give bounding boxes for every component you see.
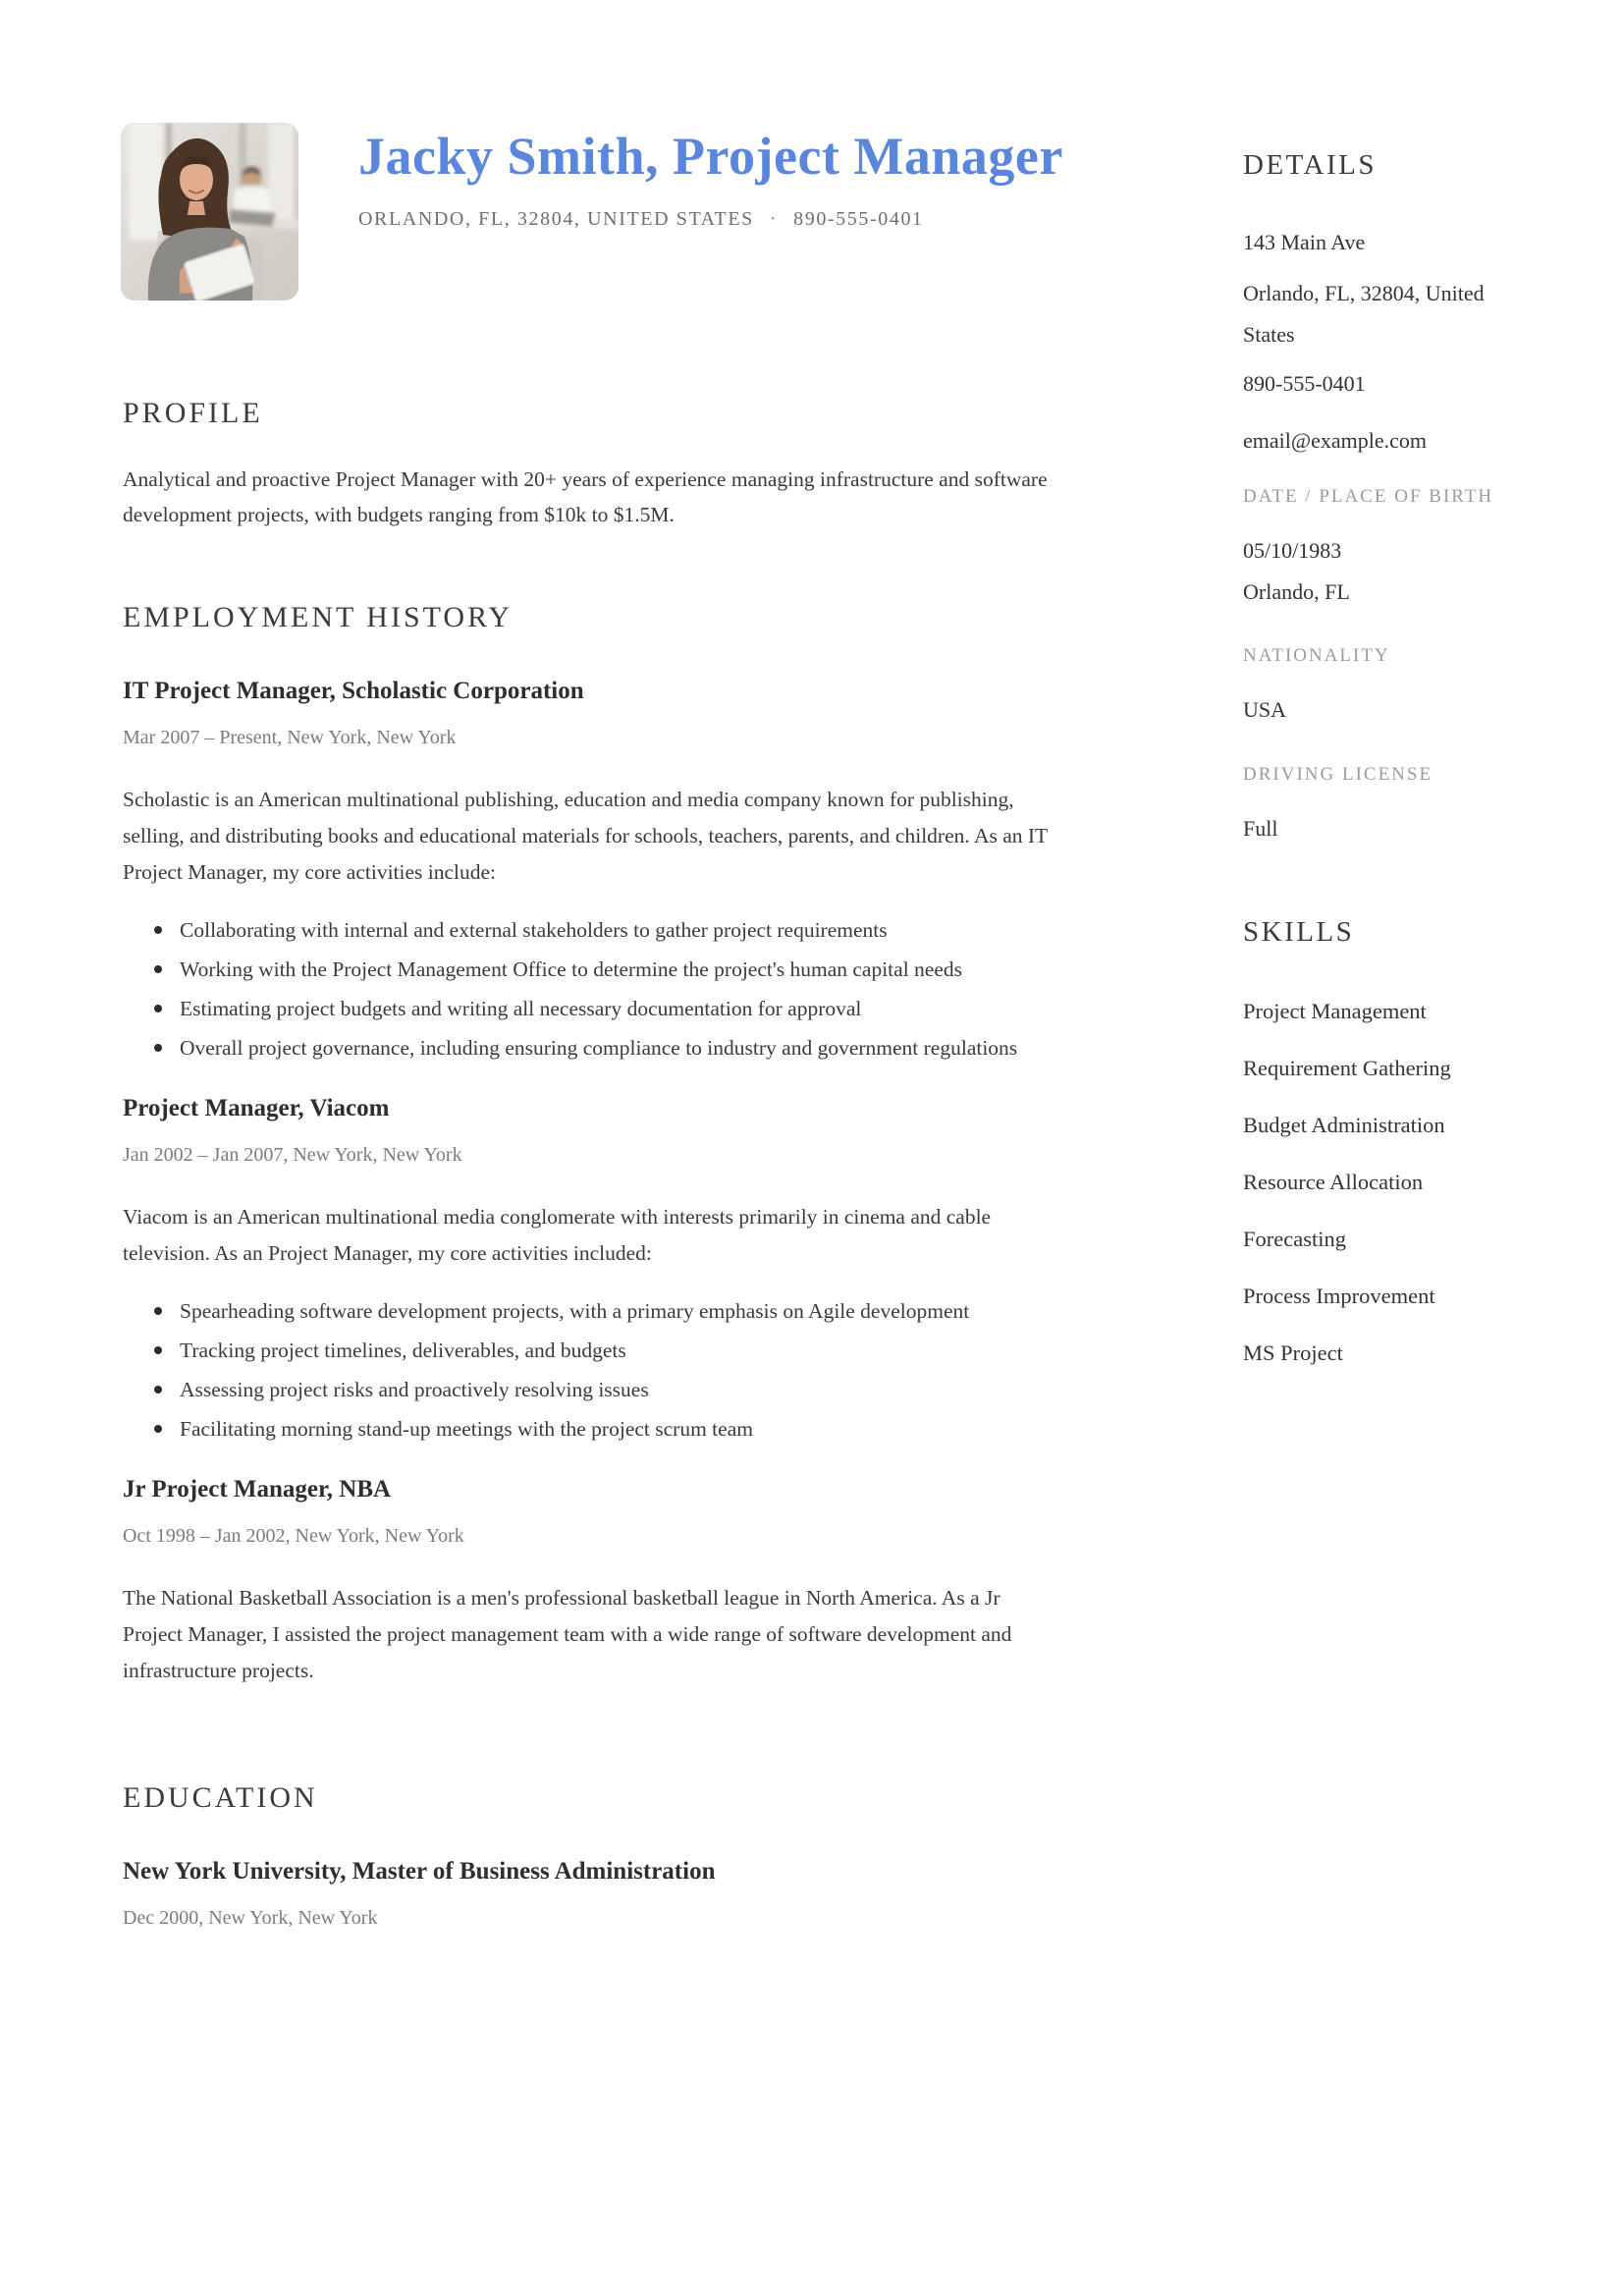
address-line2: Orlando, FL, 32804, United States — [1243, 281, 1485, 347]
skill-item: Budget Administration — [1243, 1113, 1445, 1137]
nationality-value: USA — [1243, 697, 1287, 722]
skill-item: Project Management — [1243, 999, 1427, 1023]
skill-item: Process Improvement — [1243, 1284, 1435, 1308]
bullet-item: Tracking project timelines, deliverables, and budgets — [152, 1331, 1051, 1370]
skill-item: Forecasting — [1243, 1227, 1346, 1251]
birth-value — [1243, 530, 1520, 613]
skill-item: MS Project — [1243, 1340, 1343, 1365]
contact-location: ORLANDO, FL, 32804, UNITED STATES — [358, 208, 754, 230]
header — [358, 128, 1063, 231]
job-title: Project Manager, Viacom — [123, 1095, 390, 1121]
bullet-item: Estimating project budgets and writing all necessary documentation for approval — [152, 989, 1051, 1028]
education-title: New York University, Master of Business Administration — [123, 1858, 716, 1885]
skill-item: Resource Allocation — [1243, 1170, 1424, 1194]
page-title: Jacky Smith, Project Manager — [358, 127, 1063, 186]
license-label: DRIVING LICENSE — [1243, 764, 1433, 785]
education-meta: Dec 2000, New York, New York — [123, 1907, 378, 1929]
skills-heading: SKILLS — [1243, 916, 1355, 948]
education-entry — [123, 1856, 1051, 1931]
contact-line — [358, 208, 1063, 231]
contact-phone: 890-555-0401 — [793, 208, 924, 230]
birth-place: Orlando, FL — [1243, 579, 1350, 604]
job-bullet-list — [123, 1291, 1051, 1449]
main-column — [123, 395, 1051, 1931]
profile-text: Analytical and proactive Project Manager with 20+ years of experience managing infrastructure and software development projects, with budgets ranging from $10k to $1.5M. — [123, 467, 1048, 526]
separator-dot: · — [769, 208, 779, 230]
nationality-label: NATIONALITY — [1243, 645, 1390, 666]
job-description: Viacom is an American multinational media conglomerate with interests primarily in cinema and cable television. As an Project Manager, my core activities included: — [123, 1205, 992, 1265]
license-value: Full — [1243, 816, 1278, 841]
bullet-item: Overall project governance, including ensuring compliance to industry and government regulations — [152, 1028, 1051, 1067]
profile-photo — [121, 123, 298, 301]
sidebar — [1243, 147, 1520, 1374]
phone-value: 890-555-0401 — [1243, 371, 1366, 396]
job-meta: Mar 2007 – Present, New York, New York — [123, 727, 457, 748]
bullet-item: Collaborating with internal and external stakeholders to gather project requirements — [152, 910, 1051, 950]
profile-heading: PROFILE — [123, 397, 263, 429]
job-entry — [123, 676, 1051, 1067]
birth-label: DATE / PLACE OF BIRTH — [1243, 486, 1494, 507]
job-meta: Oct 1998 – Jan 2002, New York, New York — [123, 1525, 464, 1547]
skill-item: Requirement Gathering — [1243, 1056, 1451, 1080]
job-title: IT Project Manager, Scholastic Corporation — [123, 678, 584, 704]
job-meta: Jan 2002 – Jan 2007, New York, New York — [123, 1144, 462, 1166]
job-bullet-list — [123, 910, 1051, 1067]
employment-heading: EMPLOYMENT HISTORY — [123, 601, 514, 633]
job-entry — [123, 1093, 1051, 1449]
bullet-item: Spearheading software development projects, with a primary emphasis on Agile development — [152, 1291, 1051, 1331]
birth-date: 05/10/1983 — [1243, 538, 1342, 563]
education-heading: EDUCATION — [123, 1781, 318, 1814]
email-value: email@example.com — [1243, 428, 1428, 453]
job-entry — [123, 1474, 1051, 1689]
profile-photo-illustration — [121, 123, 298, 301]
bullet-item: Facilitating morning stand-up meetings with the project scrum team — [152, 1409, 1051, 1449]
details-heading: DETAILS — [1243, 149, 1377, 181]
job-description: The National Basketball Association is a men's professional basketball league in North America. As a Jr Project Manager, I assisted the project management team with a wide range of software development and infrastructure projects. — [123, 1586, 1012, 1682]
bullet-item: Assessing project risks and proactively resolving issues — [152, 1370, 1051, 1409]
address-line1: 143 Main Ave — [1243, 230, 1366, 254]
bullet-item: Working with the Project Management Office to determine the project's human capital needs — [152, 950, 1051, 989]
job-description: Scholastic is an American multinational publishing, education and media company known for publishing, selling, and distributing books and educational materials for schools, teachers, parents, and children. As an IT Project Manager, my core activities include: — [123, 788, 1048, 884]
job-title: Jr Project Manager, NBA — [123, 1476, 392, 1503]
